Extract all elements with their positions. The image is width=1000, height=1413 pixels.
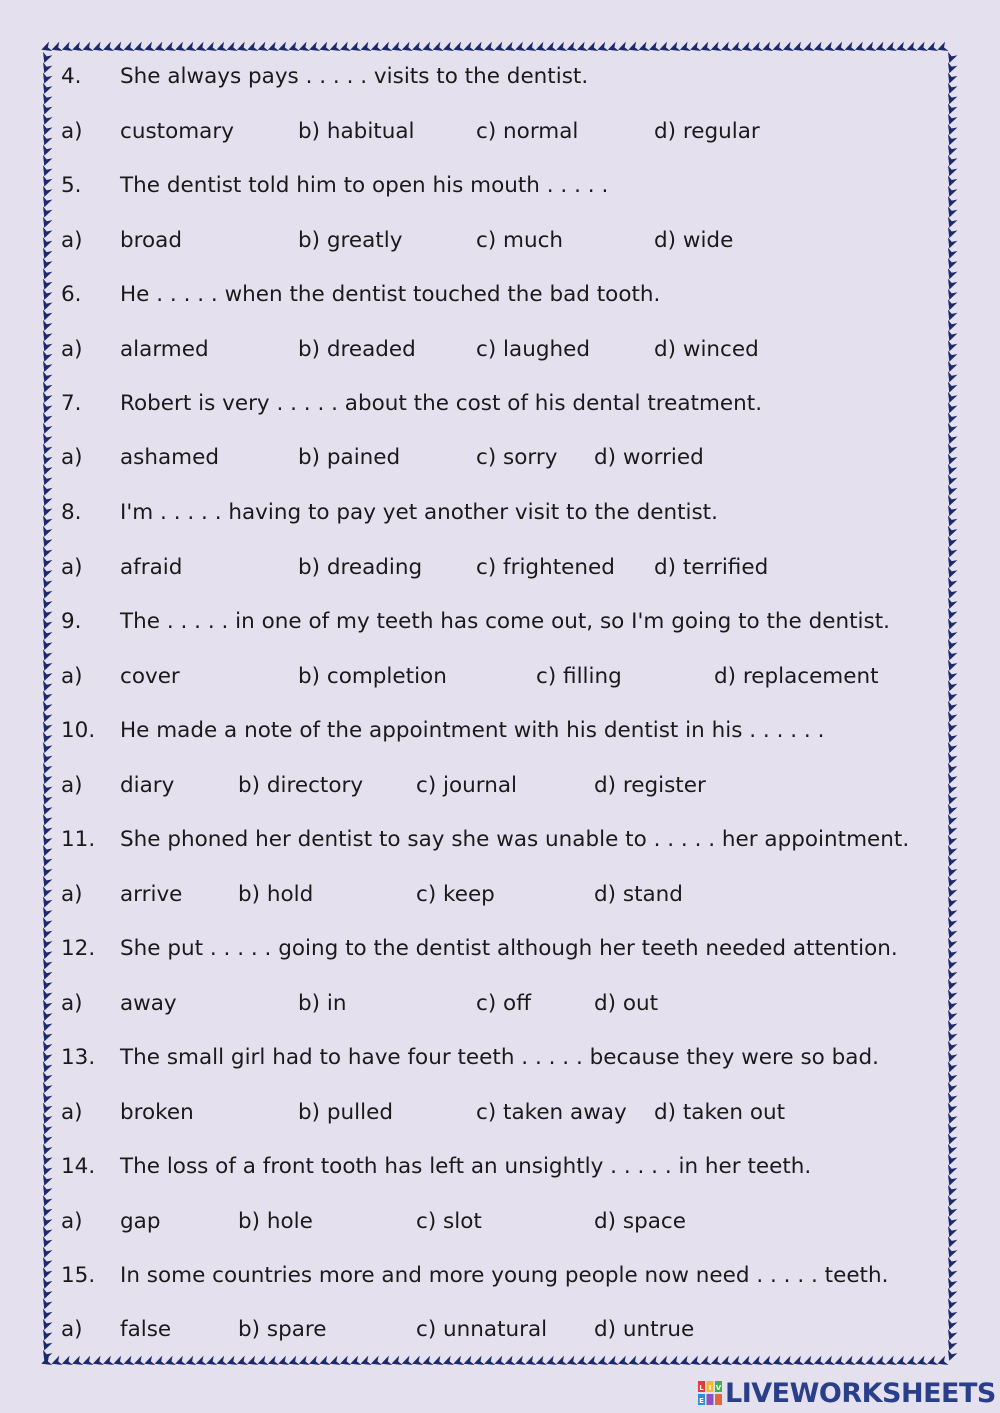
option-a[interactable]: false [120, 1317, 172, 1342]
svg-text:I: I [708, 1384, 712, 1392]
option-a[interactable]: broken [120, 1100, 194, 1125]
question-text: In some countries more and more young people now need . . . . . teeth. [120, 1263, 889, 1288]
option-a-label: a) [61, 1209, 83, 1234]
option-d[interactable]: d) stand [594, 882, 683, 907]
option-a[interactable]: customary [120, 119, 234, 144]
option-b[interactable]: b) pained [298, 445, 401, 470]
option-a-label: a) [61, 445, 83, 470]
question-number: 12. [61, 936, 96, 961]
option-c[interactable]: c) frightened [476, 555, 615, 580]
question-number: 14. [61, 1154, 96, 1179]
liveworksheets-logo[interactable] [697, 1377, 996, 1409]
option-a-label: a) [61, 228, 83, 253]
option-d[interactable]: d) out [594, 991, 659, 1016]
option-b[interactable]: b) dreading [298, 555, 423, 580]
question-text: She put . . . . . going to the dentist although her teeth needed attention. [120, 936, 898, 961]
option-c[interactable]: c) taken away [476, 1100, 627, 1125]
option-b[interactable]: b) dreaded [298, 337, 416, 362]
question-number: 10. [61, 718, 96, 743]
option-c[interactable]: c) off [476, 991, 532, 1016]
question-number: 7. [61, 391, 82, 416]
option-a[interactable]: diary [120, 773, 175, 798]
question-number: 6. [61, 282, 82, 307]
option-d[interactable]: d) wide [654, 228, 734, 253]
option-b[interactable]: b) hold [238, 882, 314, 907]
option-c[interactable]: c) filling [536, 664, 622, 689]
option-a-label: a) [61, 555, 83, 580]
question-text: The loss of a front tooth has left an unsightly . . . . . in her teeth. [120, 1154, 812, 1179]
option-a-label: a) [61, 119, 83, 144]
option-d[interactable]: d) worried [594, 445, 704, 470]
option-c[interactable]: c) sorry [476, 445, 558, 470]
option-b[interactable]: b) spare [238, 1317, 327, 1342]
option-d[interactable]: d) terrified [654, 555, 769, 580]
question-number: 9. [61, 609, 82, 634]
question-number: 4. [61, 64, 82, 89]
option-a-label: a) [61, 664, 83, 689]
option-a[interactable]: arrive [120, 882, 183, 907]
svg-text:L: L [699, 1384, 704, 1392]
option-b[interactable]: b) completion [298, 664, 447, 689]
question-text: The small girl had to have four teeth . . . . . because they were so bad. [120, 1045, 879, 1070]
option-a[interactable]: away [120, 991, 177, 1016]
question-number: 8. [61, 500, 82, 525]
option-b[interactable]: b) in [298, 991, 347, 1016]
question-text: Robert is very . . . . . about the cost of his dental treatment. [120, 391, 763, 416]
question-text: She always pays . . . . . visits to the dentist. [120, 64, 589, 89]
option-a-label: a) [61, 1100, 83, 1125]
option-d[interactable]: d) register [594, 773, 706, 798]
option-b[interactable]: b) hole [238, 1209, 313, 1234]
option-c[interactable]: c) unnatural [416, 1317, 548, 1342]
option-a[interactable]: gap [120, 1209, 161, 1234]
question-number: 11. [61, 827, 96, 852]
option-c[interactable]: c) journal [416, 773, 518, 798]
option-a-label: a) [61, 337, 83, 362]
option-c[interactable]: c) keep [416, 882, 495, 907]
option-d[interactable]: d) replacement [714, 664, 879, 689]
option-a-label: a) [61, 773, 83, 798]
option-a[interactable]: cover [120, 664, 180, 689]
question-text: She phoned her dentist to say she was unable to . . . . . her appointment. [120, 827, 910, 852]
option-a-label: a) [61, 1317, 83, 1342]
option-c[interactable]: c) much [476, 228, 564, 253]
svg-text:V: V [715, 1384, 722, 1392]
question-number: 15. [61, 1263, 96, 1288]
question-number: 13. [61, 1045, 96, 1070]
option-a[interactable]: alarmed [120, 337, 209, 362]
option-b[interactable]: b) habitual [298, 119, 415, 144]
option-b[interactable]: b) pulled [298, 1100, 393, 1125]
option-a-label: a) [61, 882, 83, 907]
question-text: He made a note of the appointment with his dentist in his . . . . . . [120, 718, 825, 743]
liveworksheets-logo-icon [697, 1380, 723, 1406]
logo-text: LIVEWORKSHEETS [725, 1377, 996, 1409]
question-text: The . . . . . in one of my teeth has come out, so I'm going to the dentist. [120, 609, 890, 634]
option-d[interactable]: d) taken out [654, 1100, 786, 1125]
option-d[interactable]: d) winced [654, 337, 759, 362]
option-d[interactable]: d) untrue [594, 1317, 695, 1342]
option-d[interactable]: d) regular [654, 119, 760, 144]
svg-text:E: E [699, 1397, 704, 1405]
option-a[interactable]: broad [120, 228, 182, 253]
option-a[interactable]: afraid [120, 555, 183, 580]
option-a-label: a) [61, 991, 83, 1016]
question-text: He . . . . . when the dentist touched the bad tooth. [120, 282, 661, 307]
option-d[interactable]: d) space [594, 1209, 686, 1234]
question-text: I'm . . . . . having to pay yet another visit to the dentist. [120, 500, 718, 525]
option-c[interactable]: c) laughed [476, 337, 590, 362]
question-number: 5. [61, 173, 82, 198]
question-text: The dentist told him to open his mouth . . . . . [120, 173, 609, 198]
option-b[interactable]: b) greatly [298, 228, 403, 253]
option-a[interactable]: ashamed [120, 445, 219, 470]
option-c[interactable]: c) normal [476, 119, 579, 144]
option-c[interactable]: c) slot [416, 1209, 482, 1234]
option-b[interactable]: b) directory [238, 773, 364, 798]
